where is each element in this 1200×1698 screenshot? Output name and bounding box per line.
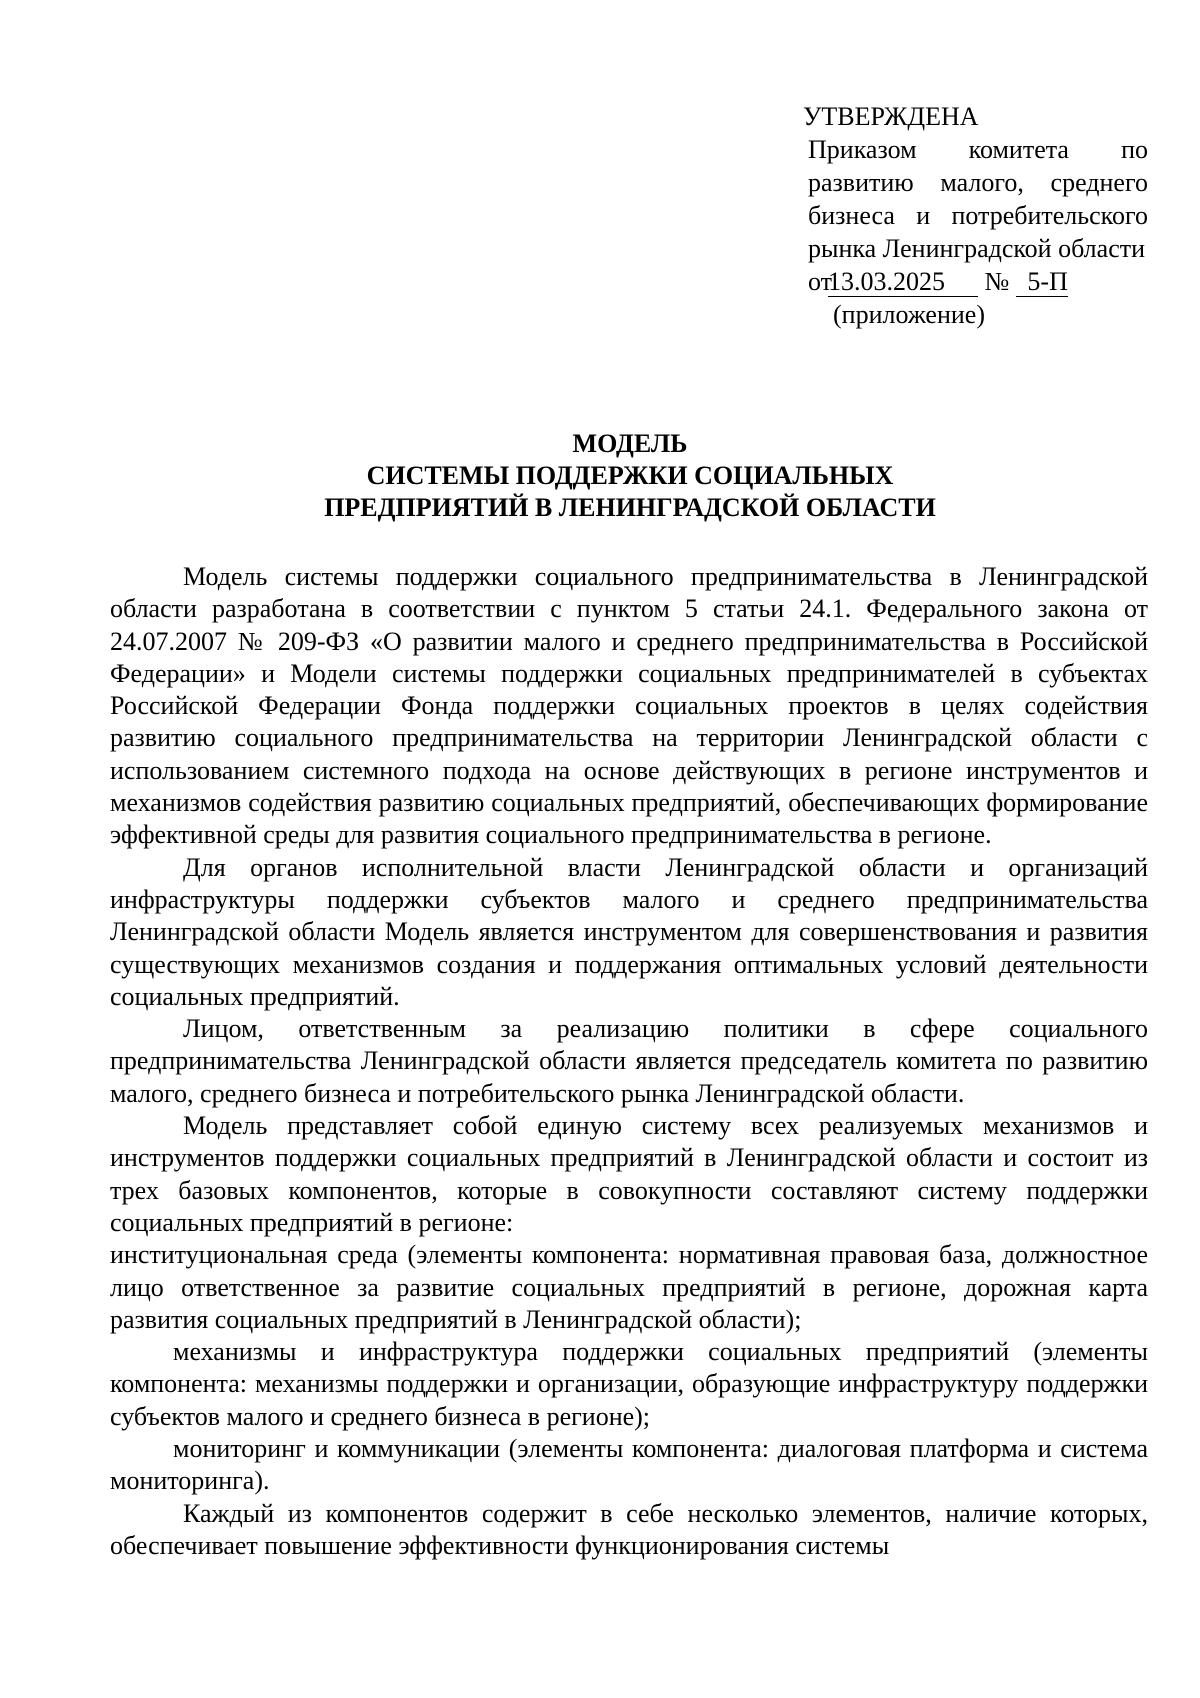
paragraph-3: Лицом, ответственным за реализацию политики в сфере социального предпринимательства Ленинградской области является председатель комитета по развитию малого, среднего бизнеса и потребительского рынка Ленинградской области. bbox=[110, 1014, 1148, 1108]
approval-date-line bbox=[803, 265, 1148, 298]
approval-body: Приказом комитета по развитию малого, среднего бизнеса и потребительского рынка Ленинградской области bbox=[808, 135, 1148, 263]
list-item-1: институциональная среда (элементы компонента: нормативная правовая база, должностное лицо ответственное за развитие социальных предприятий в регионе, дорожная карта развития социальных предприятий в Ленинградской области); bbox=[110, 1240, 1148, 1334]
paragraph-2: Для органов исполнительной власти Ленинградской области и организаций инфраструктуры поддержки субъектов малого и среднего предпринимательства Ленинградской области Модель является инструментом для совершенствования и развития существующих механизмов создания и поддержания оптимальных условий деятельности социальных предприятий. bbox=[110, 852, 1148, 1011]
approval-appendix: (приложение) bbox=[833, 300, 986, 329]
list-item-2: механизмы и инфраструктура поддержки социальных предприятий (элементы компонента: механизмы поддержки и организации, образующие инфраструктуру поддержки субъектов малого и среднего бизнеса в регионе); bbox=[110, 1337, 1148, 1431]
heading-line-3: ПРЕДПРИЯТИЙ В ЛЕНИНГРАДСКОЙ ОБЛАСТИ bbox=[324, 493, 936, 522]
heading-line-2: СИСТЕМЫ ПОДДЕРЖКИ СОЦИАЛЬНЫХ bbox=[366, 461, 894, 490]
document-body bbox=[110, 561, 1148, 1562]
approval-title: УТВЕРЖДЕНА bbox=[803, 102, 979, 131]
list-item-3: мониторинг и коммуникации (элементы компонента: диалоговая платформа и система мониторинга). bbox=[110, 1434, 1148, 1496]
paragraph-1: Модель системы поддержки социального предпринимательства в Ленинградской области разработана в соответствии с пунктом 5 статьи 24.1. Федерального закона от 24.07.2007 № 209-ФЗ «О развитии малого и среднего предпринимательства в Российской Федерации» и Модели системы поддержки социальных предпринимателей в субъектах Российской Федерации Фонда поддержки социальных проектов в целях содействия развитию социального предпринимательства на территории Ленинградской области с использованием системного подхода на основе действующих в регионе инструментов и механизмов содействия развитию социальных предприятий, обеспечивающих формирование эффективной среды для развития социального предпринимательства в регионе. bbox=[110, 562, 1148, 850]
approval-block bbox=[803, 100, 1148, 331]
heading-line-1: МОДЕЛЬ bbox=[572, 429, 688, 458]
number-prefix: № bbox=[984, 267, 1010, 296]
paragraph-5: Каждый из компонентов содержит в себе несколько элементов, наличие которых, обеспечивает повышение эффективности функционирования системы bbox=[110, 1498, 1148, 1560]
order-number: 5-П bbox=[1016, 268, 1068, 297]
order-date: 13.03.2025 bbox=[828, 268, 978, 297]
document-heading bbox=[110, 428, 1150, 524]
paragraph-4: Модель представляет собой единую систему всех реализуемых механизмов и инструментов поддержки социальных предприятий в Ленинградской области и состоит из трех базовых компонентов, которые в совокупности составляют систему поддержки социальных предприятий в регионе: bbox=[110, 1111, 1148, 1237]
date-prefix: от bbox=[808, 267, 833, 296]
